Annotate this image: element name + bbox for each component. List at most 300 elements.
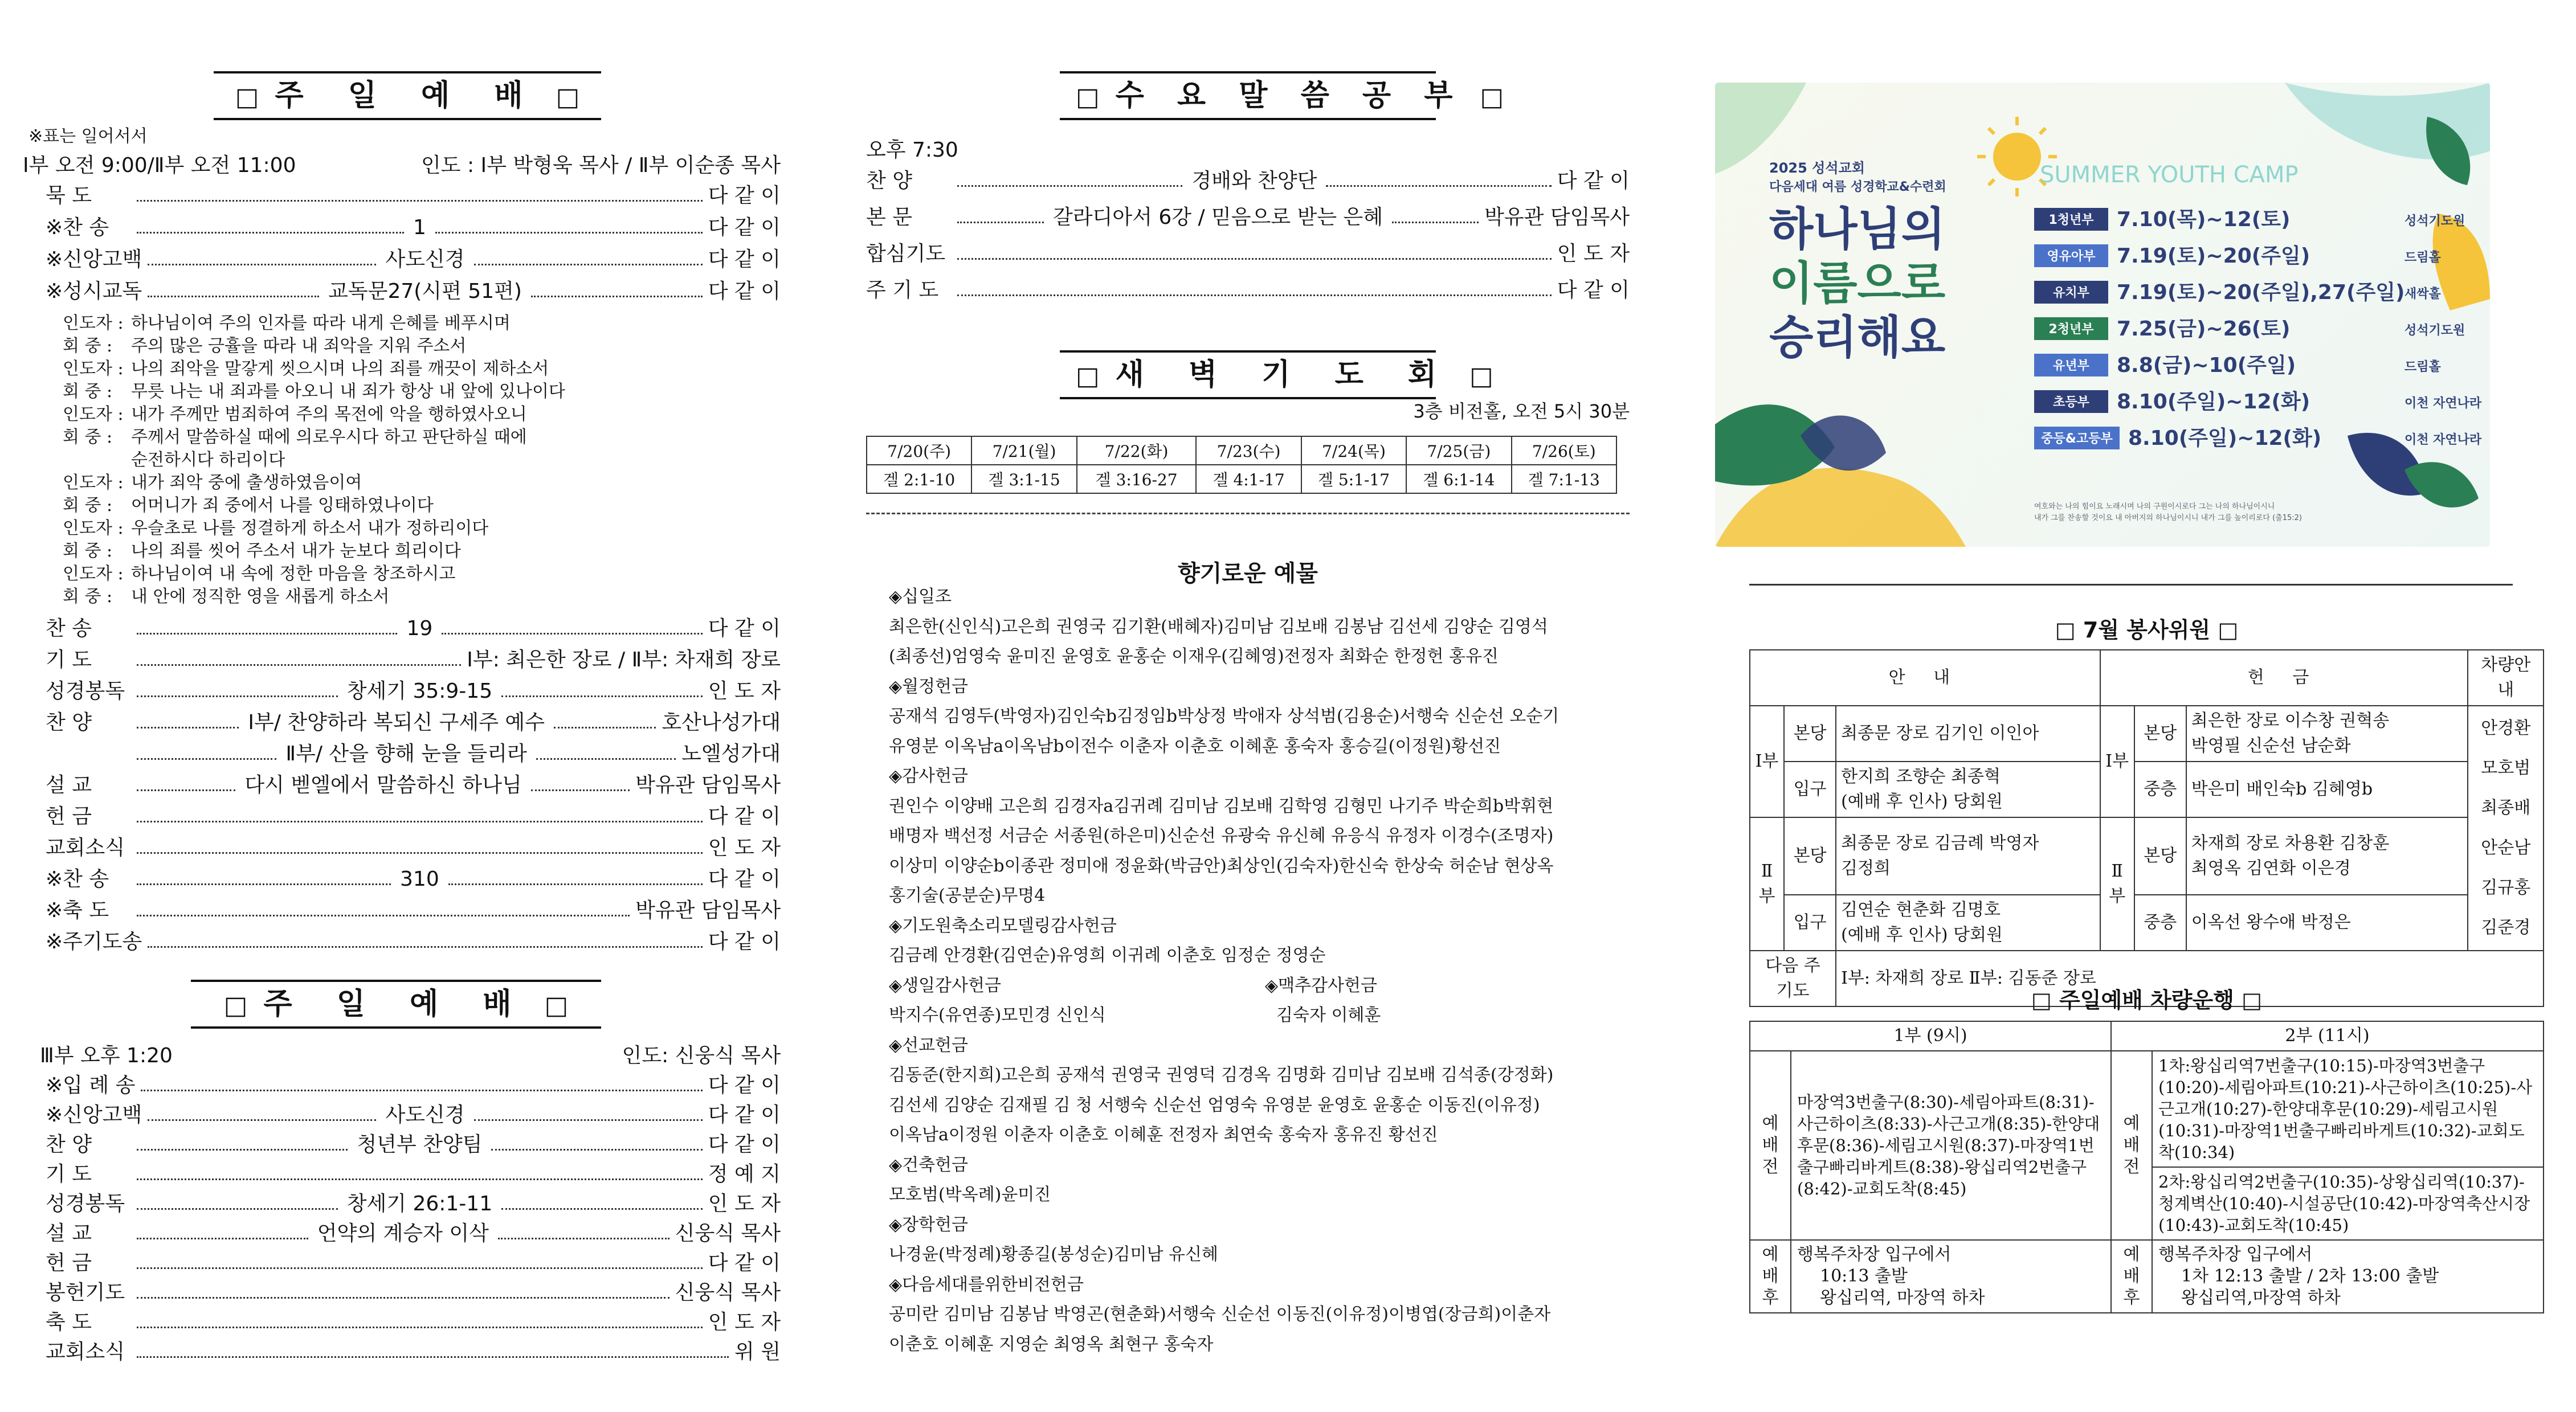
sunday3-order-label: 설 교 (46, 1222, 92, 1245)
leader-dots (498, 1238, 669, 1239)
sunday-order-row (46, 181, 781, 211)
sunday3-order-person: 신웅식 목사 (675, 1222, 781, 1245)
sunday-order-row (46, 771, 781, 800)
sunday3-order-person: 다 같 이 (708, 1251, 781, 1275)
after-label: 예 배 후 (1750, 1240, 1791, 1313)
dept-name: 영유아부 (2047, 249, 2096, 264)
sunday-order-detail: Ⅰ부/ 찬양하라 복되신 구세주 예수 (248, 711, 545, 734)
camp-date: 8.10(주일)~12(화) (2128, 427, 2322, 450)
litany-speaker: 인도자 : (63, 359, 124, 379)
offering-names: 이옥남a이정원 이춘자 이춘호 이혜훈 전정자 최연숙 홍숙자 홍유진 황선진 (889, 1125, 1438, 1145)
sunday3-order-detail: 창세기 26:1-11 (346, 1192, 493, 1215)
leader-dots (137, 852, 703, 854)
offering-category: ◈월정헌금 (889, 676, 968, 697)
dawn-texts-row (867, 465, 1616, 493)
leader-dots (442, 633, 702, 635)
jung-label: 중층 (2134, 895, 2186, 951)
leader-dots (474, 1119, 703, 1121)
offerings-title: 향기로운 예물 (1178, 560, 1318, 587)
offering-category: ◈선교헌금 (889, 1035, 968, 1055)
sunday-order-row (46, 645, 781, 675)
leader-dots (1392, 222, 1479, 223)
litany-speaker: 회 중 : (63, 541, 113, 561)
sunday-order-row (46, 277, 781, 306)
wednesday-time: 오후 7:30 (866, 138, 958, 162)
sunday3-order-label: 교회소식 (46, 1340, 125, 1364)
col-guide: 안 내 (1750, 650, 2100, 706)
dawn-passage: 겔 6:1-14 (1406, 465, 1511, 493)
litany-line (63, 312, 781, 335)
wednesday-order-detail: 경배와 찬양단 (1191, 169, 1317, 193)
offering-names: (최종선)엄영숙 윤미진 윤영호 윤홍순 이재우(김혜영)전정자 최화순 한정헌 홍유진 (889, 646, 1499, 666)
bus-before-1: 마장역3번출구(8:30)-세림아파트(8:31)-사근하이츠(8:33)-사근고개(8:35)-한양대후문(8:36)-세림고시원(8:37)-마장역1번출구빠리바게트(8:38)-왕십리역2번출구(8:42)-교회도착(8:45) (1791, 1051, 2111, 1240)
camp-date: 8.8(금)~10(주일) (2117, 354, 2296, 377)
offering-category: ◈십일조 (889, 587, 952, 607)
sunday3-order-label: ※신앙고백 (46, 1103, 142, 1127)
sunday-order-person: 다 같 이 (708, 184, 781, 207)
sunday3-order-row (46, 1130, 781, 1160)
leader-dots (957, 185, 1182, 187)
leader-dots (501, 695, 703, 697)
sunday-order-person: 박유관 담임목사 (635, 899, 781, 922)
offering-category: ◈건축헌금 (889, 1155, 968, 1175)
sunday3-order-row (46, 1249, 781, 1278)
litany-line (63, 494, 781, 517)
sunday-order-person: 호산나성가대 (662, 711, 781, 734)
poster-graphic (1715, 83, 2490, 547)
sunday-order-row (46, 245, 781, 275)
before-label: 예 배 전 (1750, 1051, 1791, 1240)
leader-dots (137, 1178, 703, 1180)
sunday-time: Ⅰ부 오전 9:00/Ⅱ부 오전 11:00 (23, 154, 296, 177)
leader-dots (554, 727, 656, 728)
sunday3-order-label: 축 도 (46, 1311, 92, 1334)
sunday3-worship-title: □ 주 일 예 배 □ (191, 980, 601, 1029)
col-offering: 헌 금 (2100, 650, 2468, 706)
leader-dots (531, 296, 703, 297)
litany-text: 내가 주께만 범죄하여 주의 목전에 악을 행하였사오니 (131, 404, 527, 424)
dept-name: 1청년부 (2048, 213, 2094, 227)
leader-dots (491, 1149, 702, 1151)
sunday3-order-label: ※입 례 송 (46, 1074, 136, 1097)
guide1-bondang: 최종문 장로 김기인 이인아 (1836, 706, 2100, 762)
car-guide-list (2468, 706, 2544, 951)
bus-before-2: 1차:왕십리역7번출구(10:15)-마장역3번출구(10:20)-세림아파트(10:21)-사근하이츠(10:25)-사근고개(10:27)-한양대후문(10:29)-세림고시원(10:31)-마장역1번출구빠리바게트(10:32)-교회도착(10:34) 2차:왕십리역2번출구(10:35)-상왕십리역(10:37)-청계벽산(10:40)-시설공단(10:42)-마장역축산시장(10:43)-교회도착(10:45) (2152, 1051, 2544, 1240)
leader-dots (148, 1119, 376, 1121)
dawn-passage: 겔 4:1-17 (1196, 465, 1301, 493)
sunday3-order-detail: 사도신경 (385, 1103, 465, 1127)
offering-names: 이상미 이양순b이종관 정미애 정윤화(박금안)최상인(김숙자)한신숙 한상숙 허순남 현상옥 (889, 856, 1554, 876)
sunday3-order-person: 인 도 자 (708, 1192, 781, 1215)
dawn-day: 7/24(목) (1301, 436, 1406, 465)
leader-dots (137, 883, 391, 885)
sunday3-order-person: 위 원 (734, 1340, 781, 1364)
leader-dots (137, 1208, 338, 1210)
sunday3-order-detail: 언약의 계승자 이삭 (317, 1222, 489, 1245)
col-car: 차량안내 (2468, 650, 2544, 706)
camp-date: 7.25(금)~26(토) (2117, 317, 2291, 341)
wednesday-order-person: 인 도 자 (1557, 242, 1630, 265)
guide1-ipgu: 한지희 조향순 최종혁 (예배 후 인사) 당회원 (1836, 762, 2100, 817)
sunday-order-detail: 다시 벧엘에서 말씀하신 하나님 (244, 773, 522, 797)
bus-table (1749, 1021, 2544, 1313)
dept-name: 중등&고등부 (2041, 432, 2113, 446)
car-volunteer: 최종배 (2481, 798, 2531, 818)
leader-dots (137, 1149, 348, 1151)
offerings-list (866, 582, 1630, 1391)
leader-dots (141, 1090, 702, 1091)
sunday-order-label: 설 교 (46, 773, 92, 797)
camp-place: 드림홀 (2404, 251, 2441, 265)
camp-place: 드림홀 (2404, 360, 2441, 374)
sunday3-order-person: 정 예 지 (708, 1163, 781, 1186)
wednesday-title: □ 수 요 말 씀 공 부 □ (1060, 71, 1436, 120)
offering2-jung: 이옥선 왕수애 박정은 (2186, 895, 2468, 951)
leader-dots (137, 789, 235, 791)
dawn-day: 7/21(월) (971, 436, 1076, 465)
offering1-bondang: 최은한 장로 이수창 권혁송 박영필 신순선 남순화 (2186, 706, 2468, 762)
leader-dots (448, 883, 703, 885)
sunday-order-row (46, 896, 781, 926)
sunday-order-person: 다 같 이 (708, 805, 781, 828)
offering1-jung: 박은미 배인숙b 김혜영b (2186, 762, 2468, 817)
wednesday-order-person: 박유관 담임목사 (1484, 206, 1630, 229)
offering-category: ◈감사헌금 (889, 766, 968, 786)
sunday-order-person: 다 같 이 (708, 617, 781, 640)
litany-text: 내 안에 정직한 영을 새롭게 하소서 (131, 587, 390, 607)
sunday-order-label: 기 도 (46, 648, 92, 672)
leader-dots (137, 1267, 703, 1269)
wednesday-order-person: 다 같 이 (1557, 279, 1630, 302)
sunday3-order-row (46, 1071, 781, 1100)
sunday-order-row (46, 865, 781, 894)
litany-line (63, 380, 781, 403)
litany-text: 어머니가 죄 중에서 나를 잉태하였나이다 (131, 496, 434, 515)
litany-speaker: 인도자 : (63, 518, 124, 538)
sunday3-order-label: 기 도 (46, 1163, 92, 1186)
camp-place: 이천 자연나라 (2404, 396, 2482, 411)
sunday3-order-label: 찬 양 (46, 1133, 92, 1156)
wednesday-order-person: 다 같 이 (1557, 169, 1630, 193)
dawn-passage: 겔 3:16-27 (1077, 465, 1197, 493)
sunday-order-row (46, 739, 781, 769)
sunday-order-label: ※찬 송 (46, 867, 109, 891)
offering-names: 나경윤(박정례)황종길(봉성순)김미남 유신혜 (889, 1245, 1218, 1264)
sunday-order-detail: 1 (413, 216, 426, 239)
dawn-day: 7/26(토) (1512, 436, 1616, 465)
offering-names: 박지수(유연종)모민경 신인식 (889, 1005, 1106, 1025)
bus-after-1: 행복주차장 입구에서 10:13 출발 왕십리역, 마장역 하차 (1791, 1240, 2111, 1313)
sunday-order-label: 찬 송 (46, 617, 92, 640)
volunteers-table (1749, 649, 2544, 1007)
sunday3-order-row (46, 1278, 781, 1308)
dawn-scripture-table (866, 436, 1617, 494)
sunday3-order-person: 인 도 자 (708, 1311, 781, 1334)
leader-dots (137, 1327, 703, 1328)
sunday3-order-detail: 청년부 찬양팀 (357, 1133, 483, 1156)
sunday-order-person: 다 같 이 (708, 280, 781, 303)
part2-label: Ⅱ부 (2100, 817, 2134, 951)
camp-place: 성석기도원 (2404, 214, 2465, 228)
offering-names: 김선세 김양순 김재필 김 청 서행숙 신순선 엄영숙 유영분 윤영호 윤홍순 이동진(이유정) (889, 1095, 1540, 1115)
sunday-leader: 인도 : Ⅰ부 박형욱 목사 / Ⅱ부 이순종 목사 (421, 154, 781, 177)
leader-dots (137, 821, 703, 822)
sunday-order-detail: Ⅱ부/ 산을 향해 눈을 들리라 (285, 742, 527, 766)
sunday-order-detail: 창세기 35:9-15 (346, 680, 493, 703)
stand-note: ※표는 일어서서 (28, 126, 148, 146)
poster-camp-name: SUMMER YOUTH CAMP (2040, 162, 2299, 188)
litany-line (63, 358, 781, 380)
summer-camp-poster (1715, 83, 2490, 547)
sunday3-order-row (46, 1219, 781, 1249)
leader-dots (137, 664, 461, 666)
litany-line (63, 586, 781, 608)
sunday-order-label: 교회소식 (46, 836, 125, 860)
divider (866, 513, 1630, 514)
sunday-order-person: 인 도 자 (708, 836, 781, 860)
sunday3-leader: 인도: 신웅식 목사 (622, 1044, 781, 1067)
camp-place: 성석기도원 (2404, 324, 2465, 338)
car-volunteer: 김규홍 (2481, 878, 2531, 898)
sunday-order-row (46, 677, 781, 706)
offering-names: 이춘호 이혜훈 지영순 최영옥 최현구 홍숙자 (889, 1334, 1214, 1354)
camp-date: 7.10(목)~12(토) (2117, 208, 2291, 231)
poster-heading-1: 하나님의 (1769, 203, 1946, 256)
camp-date: 7.19(토)~20(주일),27(주일) (2117, 281, 2405, 304)
offering-names: 김숙자 이혜훈 (1276, 1005, 1381, 1025)
dawn-place: 3층 비전홀, 오전 5시 30분 (1413, 400, 1630, 422)
part2-label: Ⅱ부 (1750, 817, 1784, 951)
leader-dots (474, 264, 703, 265)
litany-line (63, 540, 781, 563)
jung-label: 중층 (2134, 762, 2186, 817)
litany-text: 우슬초로 나를 정결하게 하소서 내가 정하리이다 (131, 518, 489, 538)
sunday3-order-row (46, 1160, 781, 1189)
sunday-order-detail: 19 (406, 617, 433, 640)
car-volunteer: 모호범 (2481, 758, 2531, 778)
sunday-order-row (46, 614, 781, 644)
sunday3-time-row (23, 1041, 781, 1071)
sunday3-order-row (46, 1337, 781, 1367)
offering-category: ◈생일감사헌금 (889, 975, 1001, 996)
dawn-prayer-title: □ 새 벽 기 도 회 □ (1060, 350, 1436, 399)
wednesday-order-label: 합심기도 (866, 242, 946, 265)
bus-after-2: 행복주차장 입구에서 1차 12:13 출발 / 2차 13:00 출발 왕십리역,마장역 하차 (2152, 1240, 2544, 1313)
offering-category: ◈장학헌금 (889, 1214, 968, 1235)
litany-text: 내가 죄악 중에 출생하였음이여 (131, 473, 362, 493)
poster-verse: 여호와는 나의 힘이요 노래시며 나의 구원이시로다 그는 나의 하나님이시니 내가 그를 찬송할 것이요 내 아버지의 하나님이시니 내가 그를 높이리로다 (출15:2) (2034, 502, 2302, 522)
leader-dots (536, 758, 676, 760)
sunday-order-person: 다 같 이 (708, 216, 781, 239)
camp-place: 새싹홀 (2404, 287, 2441, 301)
car-volunteer: 김준경 (2481, 918, 2531, 938)
leader-dots (137, 200, 703, 202)
sunday-order-row (46, 708, 781, 738)
ipgu-label: 입구 (1784, 762, 1836, 817)
litany-line (63, 403, 781, 426)
sunday-order-label: ※찬 송 (46, 216, 109, 239)
litany-text: 무릇 나는 내 죄과를 아오니 내 죄가 항상 내 앞에 있나이다 (131, 382, 565, 402)
offering-names: 공재석 김영두(박영자)김인숙b김정임b박상정 박애자 상석범(김용순)서행숙 신순선 오순기 (889, 706, 1560, 726)
leader-dots (137, 915, 630, 916)
wednesday-order (866, 166, 1630, 314)
litany-text: 나의 죄를 씻어 주소서 내가 눈보다 희리이다 (131, 541, 461, 561)
wednesday-order-detail: 갈라디아서 6강 / 믿음으로 받는 은혜 (1053, 206, 1383, 229)
part1-label: Ⅰ부 (1750, 706, 1784, 817)
sunday-order-part1 (46, 181, 781, 309)
dept-name: 초등부 (2053, 395, 2089, 410)
sunday-order-person: 다 같 이 (708, 248, 781, 271)
volunteers-title: □ 7월 봉사위원 □ (2055, 617, 2239, 642)
offering-names: 김동준(한지희)고은희 공재석 권영국 권영덕 김경옥 김명화 김미남 김보배 김석종(강정화) (889, 1065, 1554, 1085)
dawn-day: 7/25(금) (1406, 436, 1511, 465)
offering-names: 모호범(박옥례)윤미진 (889, 1185, 1051, 1205)
leader-dots (531, 789, 630, 791)
camp-place: 이천 자연나라 (2404, 433, 2482, 447)
sunday-order-row (46, 927, 781, 957)
offering-names: 권인수 이양배 고은희 김경자a김귀례 김미남 김보배 김학영 김형민 나기주 박순희b박휘현 (889, 796, 1554, 816)
litany-speaker: 인도자 : (63, 313, 124, 333)
divider (1749, 584, 2513, 586)
dawn-day: 7/23(수) (1196, 436, 1301, 465)
poster-heading-3: 승리해요 (1769, 311, 1946, 364)
litany-speaker: 회 중 : (63, 427, 113, 447)
sunday3-order-row (46, 1100, 781, 1130)
sunday-order-detail: 교독문27(시편 51편) (328, 280, 522, 303)
dept-name: 유치부 (2053, 286, 2089, 300)
guide2-bondang: 최종문 장로 김금례 박영자 김정희 (1836, 817, 2100, 895)
dawn-passage: 겔 3:1-15 (971, 465, 1076, 493)
litany-text: 주께서 말씀하실 때에 의로우시다 하고 판단하실 때에 (131, 427, 527, 447)
leader-dots (137, 1238, 308, 1239)
wednesday-order-label: 본 문 (866, 206, 912, 229)
dawn-day: 7/20(주) (867, 436, 971, 465)
dawn-passage: 겔 5:1-17 (1301, 465, 1406, 493)
bondang-label: 본당 (1784, 706, 1836, 762)
wednesday-order-row (866, 239, 1630, 269)
guide2-ipgu: 김연순 현춘화 김명호 (예배 후 인사) 당회원 (1836, 895, 2100, 951)
leader-dots (148, 296, 319, 297)
responsive-reading (23, 312, 781, 617)
offering-names: 홍기술(공분순)무명4 (889, 886, 1046, 906)
litany-line (63, 563, 781, 586)
sunday-order-person: 박유관 담임목사 (635, 773, 781, 797)
litany-speaker: 회 중 : (63, 336, 113, 356)
bondang-label: 본당 (2134, 706, 2186, 762)
sunday-order-label: ※주기도송 (46, 930, 142, 953)
offering-names: 최은한(신인식)고은희 권영국 김기환(배혜자)김미남 김보배 김봉남 김선세 김양순 김영석 (889, 616, 1548, 637)
dept-name: 유년부 (2053, 359, 2089, 373)
dawn-days-row (867, 436, 1616, 465)
offering-names: 유영분 이옥남a이옥남b이전수 이춘자 이춘호 이혜훈 홍숙자 홍승길(이정원)황선진 (889, 736, 1501, 756)
offering-category: ◈맥추감사헌금 (1265, 975, 1377, 996)
litany-speaker: 회 중 : (63, 587, 113, 607)
before-label: 예 배 전 (2111, 1051, 2152, 1240)
leader-dots (137, 727, 239, 728)
offering-category: ◈다음세대를위한비전헌금 (889, 1274, 1084, 1295)
wednesday-order-row (866, 276, 1630, 305)
sunday-worship-title: □ 주 일 예 배 □ (214, 71, 601, 120)
sunday-order-row (46, 213, 781, 243)
ipgu-label: 입구 (1784, 895, 1836, 951)
poster-subtitle: 다음세대 여름 성경학교&수련회 (1769, 180, 1946, 194)
litany-text: 나의 죄악을 말갛게 씻으시며 나의 죄를 깨끗이 제하소서 (131, 359, 549, 379)
offering-names: 김금례 안경환(김연순)유영희 이귀례 이춘호 임정순 정영순 (889, 946, 1326, 965)
offering2-bondang: 차재희 장로 차용환 김창훈 최영옥 김연화 이은경 (2186, 817, 2468, 895)
offering-category: ◈기도원축소리모델링감사헌금 (889, 915, 1117, 936)
litany-line (63, 472, 781, 494)
sunday3-order-person: 신웅식 목사 (675, 1281, 781, 1304)
litany-text: 주의 많은 긍휼을 따라 내 죄악을 지워 주소서 (131, 336, 467, 356)
sunday-order-part2 (46, 614, 781, 956)
leader-dots (148, 264, 376, 265)
offering-names: 배명자 백선정 서금순 서종원(하은미)신순선 유광숙 유신혜 유응식 유정자 이경수(조명자) (889, 826, 1554, 846)
volunteers-header (1750, 650, 2544, 706)
litany-line (63, 449, 781, 472)
leader-dots (435, 232, 703, 234)
leader-dots (501, 1208, 703, 1210)
sunday-order-person: Ⅰ부: 최은한 장로 / Ⅱ부: 차재희 장로 (467, 648, 781, 672)
sunday-order-detail: 사도신경 (385, 248, 465, 271)
sunday-order-person: 인 도 자 (708, 680, 781, 703)
sunday-order-person: 노엘성가대 (681, 742, 781, 766)
leader-dots (957, 222, 1044, 223)
sunday3-order-person: 다 같 이 (708, 1103, 781, 1127)
leader-dots (957, 294, 1552, 296)
sunday-order-label: 성경봉독 (46, 680, 125, 703)
dept-name: 2청년부 (2048, 322, 2094, 337)
litany-speaker: 인도자 : (63, 564, 124, 584)
leader-dots (137, 758, 276, 760)
wednesday-order-label: 찬 양 (866, 169, 912, 193)
bondang-label: 본당 (2134, 817, 2186, 895)
sunday3-order-label: 성경봉독 (46, 1192, 125, 1215)
sunday3-time: Ⅲ부 오후 1:20 (40, 1044, 173, 1067)
camp-date: 7.19(토)~20(주일) (2117, 244, 2310, 268)
next-prayer: Ⅰ부: 차재희 장로 Ⅱ부: 김동준 장로 (1836, 951, 2544, 1006)
camp-date: 8.10(주일)~12(화) (2117, 390, 2310, 414)
sunday3-order-label: 봉헌기도 (46, 1281, 125, 1304)
wednesday-time-row (866, 136, 1630, 165)
dawn-passage: 겔 7:1-13 (1512, 465, 1616, 493)
litany-line (63, 517, 781, 540)
bus-title: □ 주일예배 차량운행 □ (2031, 988, 2263, 1013)
litany-line (63, 335, 781, 358)
bus-col1: 1부 (9시) (1750, 1021, 2111, 1051)
sunday-order-label: ※신앙고백 (46, 248, 142, 271)
bus-col2: 2부 (11시) (2111, 1021, 2544, 1051)
bondang-label: 본당 (1784, 817, 1836, 895)
litany-speaker: 인도자 : (63, 404, 124, 424)
leader-dots (957, 258, 1552, 260)
litany-line (63, 426, 781, 449)
litany-text: 순전하시다 하리이다 (131, 450, 285, 470)
car-volunteer: 안순남 (2481, 838, 2531, 858)
leader-dots (137, 1356, 729, 1358)
sunday3-order (46, 1071, 781, 1378)
wednesday-order-row (866, 203, 1630, 232)
offering-names: 공미란 김미남 김봉남 박영곤(현춘화)서행숙 신순선 이동진(이유정)이병엽(장금희)이춘자 (889, 1304, 1551, 1324)
sunday-order-detail: 310 (400, 867, 439, 891)
sunday3-order-label: 헌 금 (46, 1251, 92, 1275)
leader-dots (137, 633, 397, 635)
dawn-passage: 겔 2:1-10 (867, 465, 971, 493)
sunday-order-label: 헌 금 (46, 805, 92, 828)
sunday-order-row (46, 833, 781, 863)
litany-speaker: 회 중 : (63, 382, 113, 402)
poster-heading-2: 이름으로 (1769, 257, 1946, 310)
after-label: 예 배 후 (2111, 1240, 2152, 1313)
